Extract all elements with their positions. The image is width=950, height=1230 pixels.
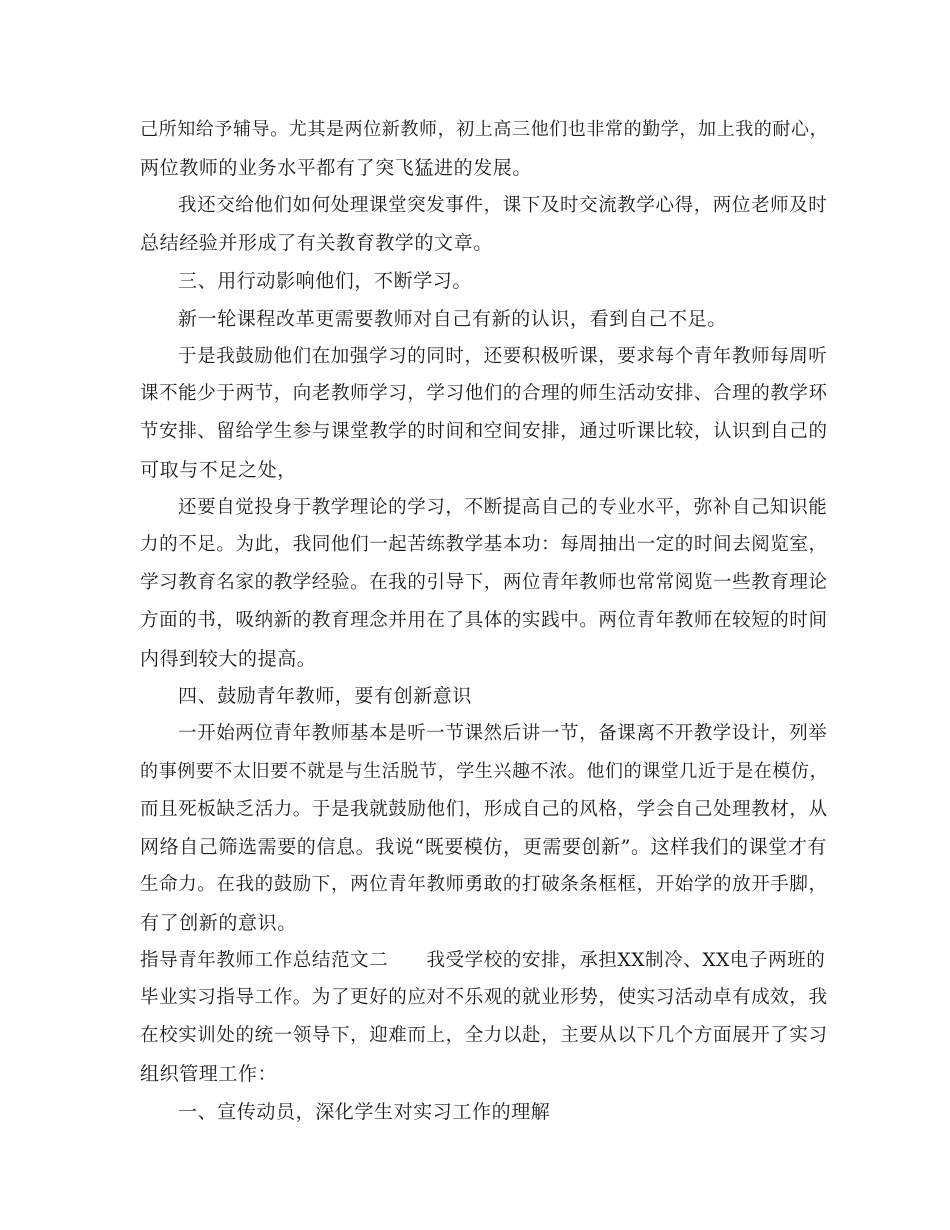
text-line: 内得到较大的提高。 [140, 648, 317, 670]
text-line: 毕业实习指导工作。为了更好的应对不乐观的就业形势，使实习活动卓有成效，我 [140, 987, 828, 1008]
text-line: 在校实训处的统一领导下，迎难而上，全力以赴，主要从以下几个方面展开了实习 [140, 1025, 828, 1046]
text-line: 力的不足。为此，我同他们一起苦练教学基本功：每周抽出一定的时间去阅览室， [140, 534, 828, 555]
section-heading: 四、鼓励青年教师，要有创新意识 [178, 685, 473, 707]
text-line: 的事例要不太旧要不就是与生活脱节，学生兴趣不浓。他们的课堂几近于是在模仿， [140, 761, 829, 782]
text-line: 而且死板缺乏活力。于是我就鼓励他们，形成自己的风格，学会自己处理教材，从 [140, 799, 828, 820]
text-line: 节安排、留给学生参与课堂教学的时间和空间安排，通过听课比较，认识到自己的 [140, 421, 828, 442]
text-line: 一开始两位青年教师基本是听一节课然后讲一节，备课离不开教学设计，列举 [178, 723, 828, 744]
text-line: 新一轮课程改革更需要教师对自己有新的认识，看到自己不足。 [178, 308, 727, 330]
text-line: 组织管理工作： [140, 1063, 278, 1085]
article-title-line: 指导青年教师工作总结范文二 我受学校的安排，承担XX制冷、XX电子两班的 [140, 950, 826, 971]
text-line: 两位教师的业务水平都有了突飞猛进的发展。 [140, 157, 533, 179]
text-line: 于是我鼓励他们在加强学习的同时，还要积极听课，要求每个青年教师每周听 [178, 346, 828, 367]
text-line: 课不能少于两节，向老教师学习，学习他们的合理的师生活动安排、合理的教学环 [140, 383, 828, 404]
text-line: 有了创新的意识。 [140, 912, 297, 934]
text-line: 总结经验并形成了有关教育教学的文章。 [140, 232, 493, 254]
text-line: 网络自己筛选需要的信息。我说“既要模仿，更需要创新”。这样我们的课堂才有 [140, 836, 828, 858]
section-heading: 三、用行动影响他们，不断学习。 [178, 270, 473, 292]
text-line: 方面的书，吸纳新的教育理念并用在了具体的实践中。两位青年教师在较短的时间 [140, 610, 828, 631]
text-line: 我还交给他们如何处理课堂突发事件，课下及时交流教学心得，两位老师及时 [178, 195, 828, 216]
section-heading: 一、宣传动员，深化学生对实习工作的理解 [178, 1101, 551, 1123]
text-line: 可取与不足之处， [140, 459, 297, 481]
text-line: 还要自觉投身于教学理论的学习，不断提高自己的专业水平，弥补自己知识能 [178, 497, 828, 518]
text-line: 生命力。在我的鼓励下，两位青年教师勇敢的打破条条框框，开始学的放开手脚， [140, 874, 828, 895]
text-line: 己所知给予辅导。尤其是两位新教师，初上高三他们也非常的勤学，加上我的耐心， [140, 119, 829, 140]
text-line: 学习教育名家的教学经验。在我的引导下，两位青年教师也常常阅览一些教育理论 [140, 572, 828, 593]
